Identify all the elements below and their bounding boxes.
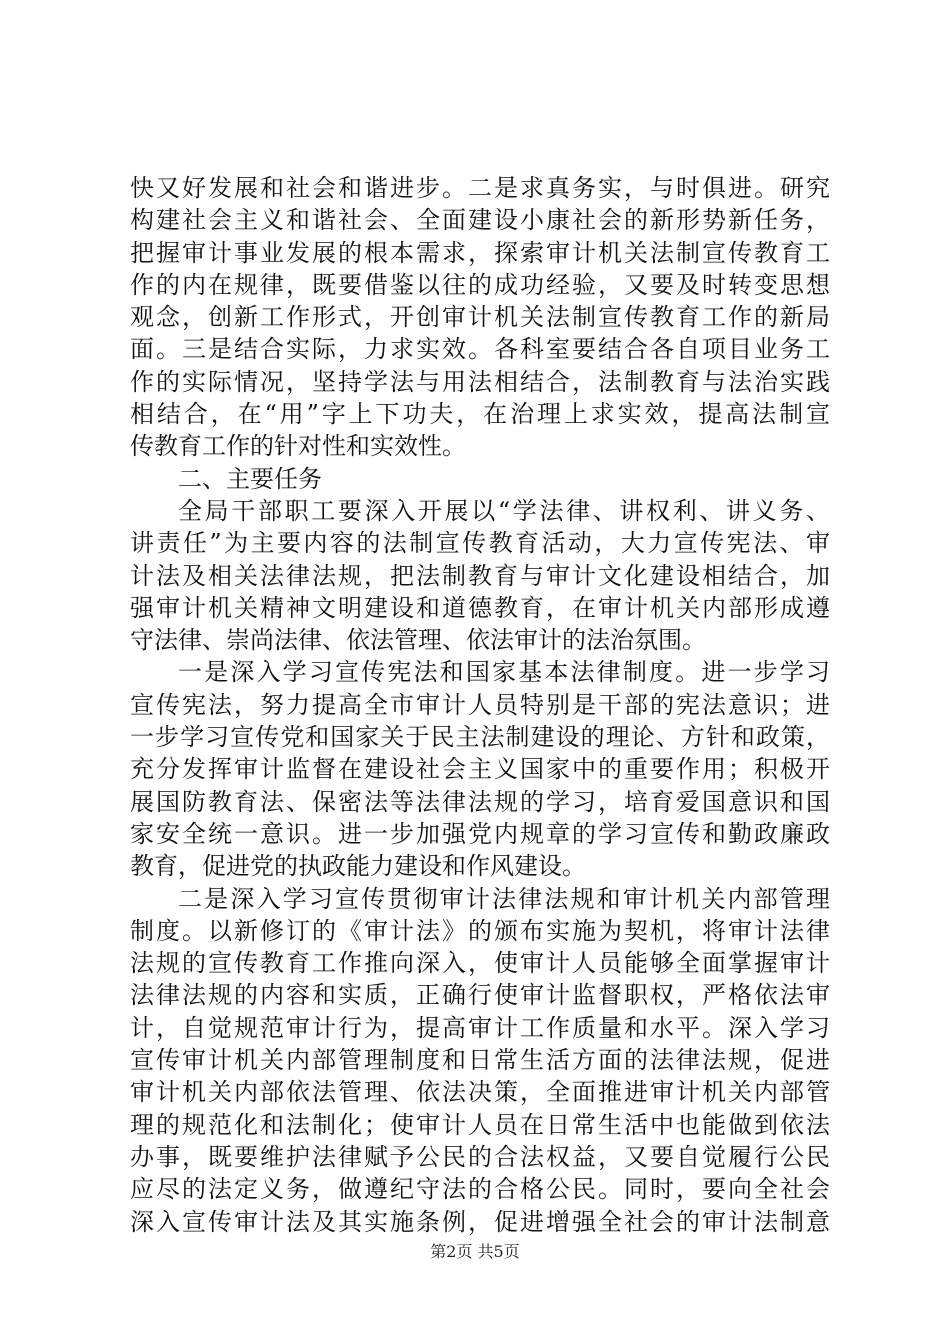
- text-line: 一步学习宣传党和国家关于民主法制建设的理论、方针和政策，: [130, 723, 830, 752]
- text-line: 应尽的法定义务，做遵纪守法的合格公民。同时，要向全社会: [130, 1175, 830, 1204]
- text-line: 审计机关内部依法管理、依法决策，全面推进审计机关内部管: [130, 1078, 830, 1107]
- text-line: 快又好发展和社会和谐进步。二是求真务实，与时俱进。研究: [130, 174, 830, 202]
- text-line: 讲责任”为主要内容的法制宣传教育活动，大力宣传宪法、审: [130, 529, 830, 558]
- text-line: 办事，既要维护法律赋予公民的合法权益，又要自觉履行公民: [130, 1142, 830, 1171]
- text-line: 家安全统一意识。进一步加强党内规章的学习宣传和勤政廉政: [130, 819, 830, 848]
- text-line: 深入宣传审计法及其实施条例，促进增强全社会的审计法制意: [130, 1207, 830, 1236]
- text-line: 计法及相关法律法规，把法制教育与审计文化建设相结合，加: [130, 561, 830, 590]
- text-line: 宣传宪法，努力提高全市审计人员特别是干部的宪法意识；进: [130, 690, 830, 719]
- page-footer: 第2页 共5页: [430, 1242, 520, 1261]
- text-line: 法规的宣传教育工作推向深入，使审计人员能够全面掌握审计: [130, 949, 830, 978]
- text-line: 制度。以新修订的《审计法》的颁布实施为契机，将审计法律: [130, 916, 830, 945]
- text-line: 观念，创新工作形式，开创审计机关法制宣传教育工作的新局: [130, 303, 830, 332]
- text-line: 充分发挥审计监督在建设社会主义国家中的重要作用；积极开: [130, 755, 830, 784]
- text-line: 构建社会主义和谐社会、全面建设小康社会的新形势新任务，: [130, 206, 830, 235]
- text-line: 把握审计事业发展的根本需求，探索审计机关法制宣传教育工: [130, 238, 830, 267]
- text-line: 计，自觉规范审计行为，提高审计工作质量和水平。深入学习: [130, 1013, 830, 1042]
- text-line: 相结合，在“用”字上下功夫，在治理上求实效，提高法制宣: [130, 400, 830, 429]
- text-line: 二、主要任务: [178, 464, 322, 493]
- text-line: 展国防教育法、保密法等法律法规的学习，培育爱国意识和国: [130, 787, 830, 816]
- text-line: 宣传审计机关内部管理制度和日常生活方面的法律法规，促进: [130, 1046, 830, 1075]
- text-line: 面。三是结合实际，力求实效。各科室要结合各自项目业务工: [130, 335, 830, 364]
- text-line: 作的内在规律，既要借鉴以往的成功经验，又要及时转变思想: [130, 270, 830, 299]
- text-line: 作的实际情况，坚持学法与用法相结合，法制教育与法治实践: [130, 367, 830, 396]
- text-line: 强审计机关精神文明建设和道德教育，在审计机关内部形成遵: [130, 593, 830, 622]
- text-line: 一是深入学习宣传宪法和国家基本法律制度。进一步学习: [178, 658, 830, 687]
- text-line: 守法律、崇尚法律、依法管理、依法审计的法治氛围。: [130, 626, 706, 655]
- text-line: 传教育工作的针对性和实效性。: [130, 432, 466, 461]
- text-line: 二是深入学习宣传贯彻审计法律法规和审计机关内部管理: [178, 884, 830, 913]
- text-line: 教育，促进党的执政能力建设和作风建设。: [130, 852, 586, 881]
- text-line: 理的规范化和法制化；使审计人员在日常生活中也能做到依法: [130, 1110, 830, 1139]
- text-line: 全局干部职工要深入开展以“学法律、讲权利、讲义务、: [178, 496, 830, 525]
- body-text: [130, 172, 830, 1238]
- text-line: 法律法规的内容和实质，正确行使审计监督职权，严格依法审: [130, 981, 830, 1010]
